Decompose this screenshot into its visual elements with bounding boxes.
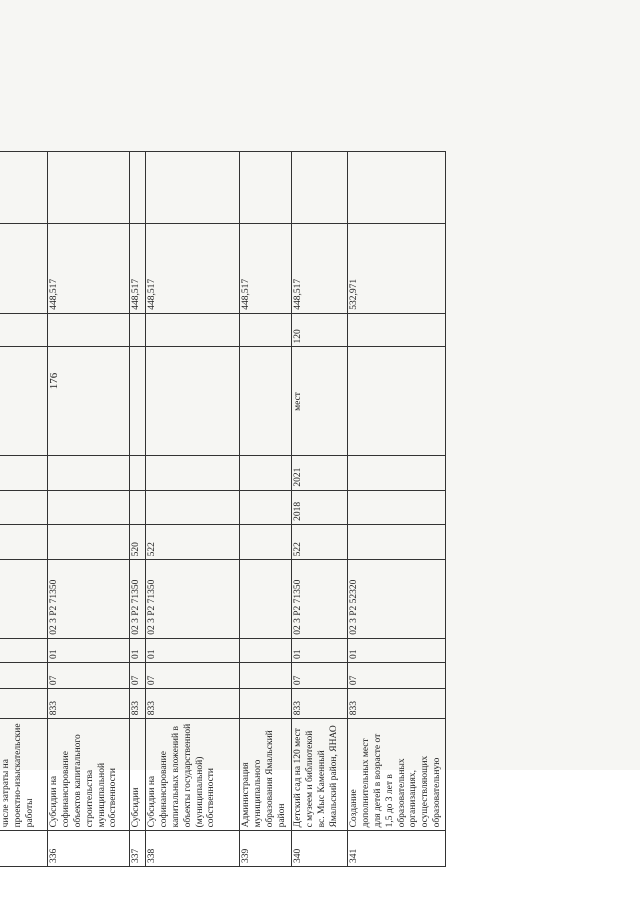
table-cell: 833 xyxy=(146,689,240,719)
table-row xyxy=(0,152,48,867)
table-cell: 448,517 xyxy=(240,223,292,313)
table-cell: 520 xyxy=(130,524,146,560)
table-cell: числе затраты на проектно-изыскательские работы xyxy=(0,719,48,831)
table-row xyxy=(146,152,240,867)
table-cell: 448,517 xyxy=(48,223,130,313)
table-cell: 07 xyxy=(48,663,130,689)
table-cell: 01 xyxy=(48,638,130,662)
table-cell xyxy=(0,524,48,560)
table-cell: 01 xyxy=(130,638,146,662)
table-cell xyxy=(48,152,130,224)
table-cell: 522 xyxy=(146,524,240,560)
table-cell: 07 xyxy=(292,663,348,689)
table-cell xyxy=(0,456,48,490)
table-cell: 339 xyxy=(240,831,292,867)
table-cell: 522 xyxy=(292,524,348,560)
table-cell xyxy=(240,638,292,662)
table-cell: Администрация муниципального образования Ямальский район xyxy=(240,719,292,831)
table-cell: 02 3 P2 71350 xyxy=(130,560,146,638)
table-cell: 448,517 xyxy=(292,223,348,313)
table-cell: 833 xyxy=(130,689,146,719)
table-cell xyxy=(0,490,48,524)
table-cell xyxy=(240,524,292,560)
table-cell xyxy=(0,638,48,662)
table-cell xyxy=(48,347,130,456)
table-cell xyxy=(348,347,446,456)
table-cell: 01 xyxy=(292,638,348,662)
table-cell xyxy=(0,560,48,638)
table-row xyxy=(348,152,446,867)
table-cell: 337 xyxy=(130,831,146,867)
table-cell: 2021 xyxy=(292,456,348,490)
table-cell xyxy=(0,152,48,224)
table-cell: Субсидии на софинансирование капитальных вложений в объекты государственной (муниципальной) собственности xyxy=(146,719,240,831)
table-cell: 532,971 xyxy=(348,223,446,313)
table-cell xyxy=(146,347,240,456)
table-cell xyxy=(130,347,146,456)
table-cell: 341 xyxy=(348,831,446,867)
table-cell: 07 xyxy=(130,663,146,689)
table-cell xyxy=(48,524,130,560)
table-cell xyxy=(240,313,292,347)
budget-table xyxy=(0,151,446,867)
table-cell xyxy=(348,524,446,560)
table-cell xyxy=(292,152,348,224)
table-cell: 02 3 P2 71350 xyxy=(48,560,130,638)
table-cell: 02 3 P2 52320 xyxy=(348,560,446,638)
table-cell xyxy=(0,689,48,719)
table-cell: 120 xyxy=(292,313,348,347)
page-number: 176 xyxy=(48,372,60,390)
table-row xyxy=(292,152,348,867)
table-cell: 2018 xyxy=(292,490,348,524)
table-cell xyxy=(240,456,292,490)
table-cell xyxy=(130,313,146,347)
table-cell xyxy=(348,456,446,490)
table-cell: 336 xyxy=(48,831,130,867)
table-cell xyxy=(0,223,48,313)
table-cell xyxy=(130,152,146,224)
table-cell: Субсидии на софинансирование объектов капитального строительства муниципальной собственности xyxy=(48,719,130,831)
table-cell: 01 xyxy=(348,638,446,662)
table-cell: 833 xyxy=(292,689,348,719)
table-cell xyxy=(0,347,48,456)
table-cell xyxy=(146,152,240,224)
table-row xyxy=(48,152,130,867)
table-cell xyxy=(348,152,446,224)
table-cell xyxy=(48,456,130,490)
table-cell: 02 3 P2 71350 xyxy=(146,560,240,638)
table-cell: 02 3 P2 71350 xyxy=(292,560,348,638)
table-cell: 833 xyxy=(348,689,446,719)
table-cell xyxy=(0,831,48,867)
table-cell: 833 xyxy=(48,689,130,719)
table-cell xyxy=(240,689,292,719)
table-cell xyxy=(146,456,240,490)
table-cell: Детский сад на 120 мест с музеем и библиотекой вс. Мыс Каменный Ямальский район, ЯНАО xyxy=(292,719,348,831)
table-cell xyxy=(146,490,240,524)
table-cell xyxy=(48,313,130,347)
table-cell xyxy=(48,490,130,524)
table-cell xyxy=(348,313,446,347)
table-cell: 340 xyxy=(292,831,348,867)
table-cell xyxy=(0,663,48,689)
table-cell: Субсидии xyxy=(130,719,146,831)
table-cell: 07 xyxy=(348,663,446,689)
table-cell: 448,517 xyxy=(130,223,146,313)
table-cell xyxy=(130,490,146,524)
table-cell xyxy=(240,663,292,689)
rotated-table-wrapper xyxy=(0,151,443,867)
table-cell xyxy=(240,560,292,638)
table-row xyxy=(130,152,146,867)
table-cell xyxy=(348,490,446,524)
table-cell xyxy=(130,456,146,490)
table-cell xyxy=(240,490,292,524)
table-cell xyxy=(0,313,48,347)
table-cell: 07 xyxy=(146,663,240,689)
table-cell: 01 xyxy=(146,638,240,662)
table-cell xyxy=(240,347,292,456)
table-cell xyxy=(146,313,240,347)
table-cell: Создание дополнительных мест для детей в возрасте от 1,5 до 3 лет в образовательных организациях, осуществляющих образовательную xyxy=(348,719,446,831)
table-row xyxy=(240,152,292,867)
table-cell: 338 xyxy=(146,831,240,867)
table-cell: мест xyxy=(292,347,348,456)
table-cell: 448,517 xyxy=(146,223,240,313)
table-cell xyxy=(240,152,292,224)
